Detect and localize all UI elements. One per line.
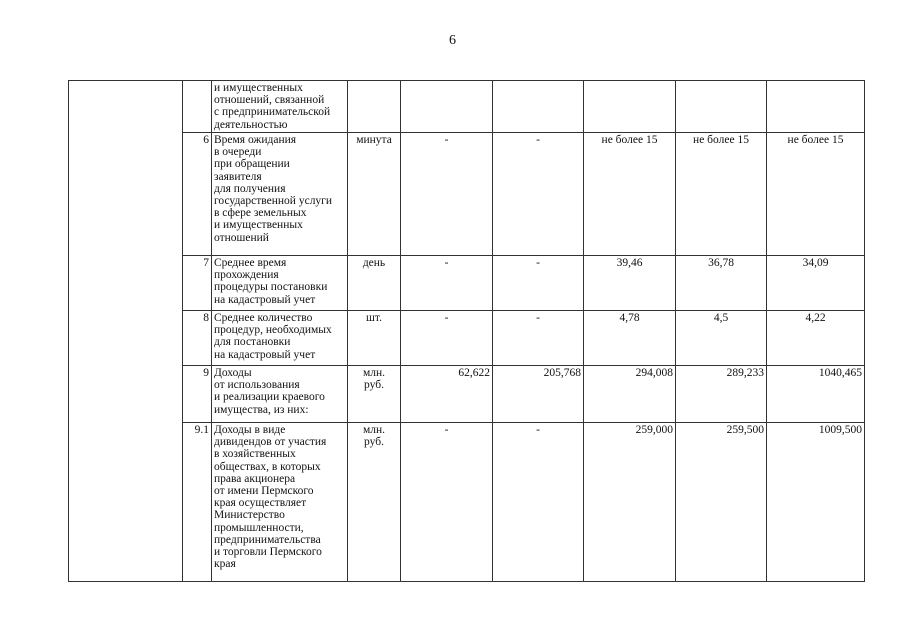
indicators-table (68, 80, 865, 582)
value-cell: 62,622 (401, 366, 493, 423)
value-cell: не более 15 (676, 133, 767, 256)
value-cell: - (401, 311, 493, 366)
value-cell: - (493, 256, 584, 311)
row-number: 9.1 (183, 423, 212, 582)
page-number: 6 (449, 33, 456, 48)
unit-cell: млн. руб. (348, 366, 401, 423)
value-cell: 34,09 (767, 256, 865, 311)
value-cell (676, 81, 767, 133)
value-cell: 39,46 (584, 256, 676, 311)
value-cell: 36,78 (676, 256, 767, 311)
table-row (69, 133, 865, 256)
value-cell: 259,000 (584, 423, 676, 582)
value-cell: 205,768 (493, 366, 584, 423)
indicator-name: Время ожидания в очереди при обращении заявителя для получения государственной услуги в сфере земельных и имущественных отношений (212, 133, 348, 256)
table-row (69, 256, 865, 311)
value-cell: - (401, 423, 493, 582)
value-cell: 289,233 (676, 366, 767, 423)
value-cell: 4,5 (676, 311, 767, 366)
value-cell: 259,500 (676, 423, 767, 582)
unit-cell: млн. руб. (348, 423, 401, 582)
value-cell (767, 81, 865, 133)
unit-cell: день (348, 256, 401, 311)
indicator-name: Доходы от использования и реализации краевого имущества, из них: (212, 366, 348, 423)
row-number: 6 (183, 133, 212, 256)
value-cell: - (401, 133, 493, 256)
value-cell: 4,78 (584, 311, 676, 366)
value-cell: 294,008 (584, 366, 676, 423)
table-row (69, 423, 865, 582)
value-cell: 4,22 (767, 311, 865, 366)
row-number: 7 (183, 256, 212, 311)
unit-cell: шт. (348, 311, 401, 366)
value-cell: - (401, 256, 493, 311)
value-cell: - (493, 133, 584, 256)
indicator-name: Доходы в виде дивидендов от участия в хозяйственных обществах, в которых права акционера от имени Пермского края осуществляет Министерство промышленности, предпринимательства и торговли Пермского края (212, 423, 348, 582)
table-body (69, 81, 865, 582)
table-row (69, 366, 865, 423)
indicator-name: Среднее количество процедур, необходимых для постановки на кадастровый учет (212, 311, 348, 366)
value-cell (493, 81, 584, 133)
value-cell: не более 15 (767, 133, 865, 256)
value-cell: 1040,465 (767, 366, 865, 423)
value-cell (401, 81, 493, 133)
value-cell: 1009,500 (767, 423, 865, 582)
indicator-name: и имущественных отношений, связанной с предпринимательской деятельностью (212, 81, 348, 133)
value-cell: не более 15 (584, 133, 676, 256)
row-number (183, 81, 212, 133)
table-row (69, 311, 865, 366)
unit-cell: минута (348, 133, 401, 256)
indicator-name: Среднее время прохождения процедуры постановки на кадастровый учет (212, 256, 348, 311)
value-cell: - (493, 423, 584, 582)
value-cell: - (493, 311, 584, 366)
blank-cell (69, 81, 183, 582)
value-cell (584, 81, 676, 133)
row-number: 8 (183, 311, 212, 366)
row-number: 9 (183, 366, 212, 423)
table-row (69, 81, 865, 133)
unit-cell (348, 81, 401, 133)
